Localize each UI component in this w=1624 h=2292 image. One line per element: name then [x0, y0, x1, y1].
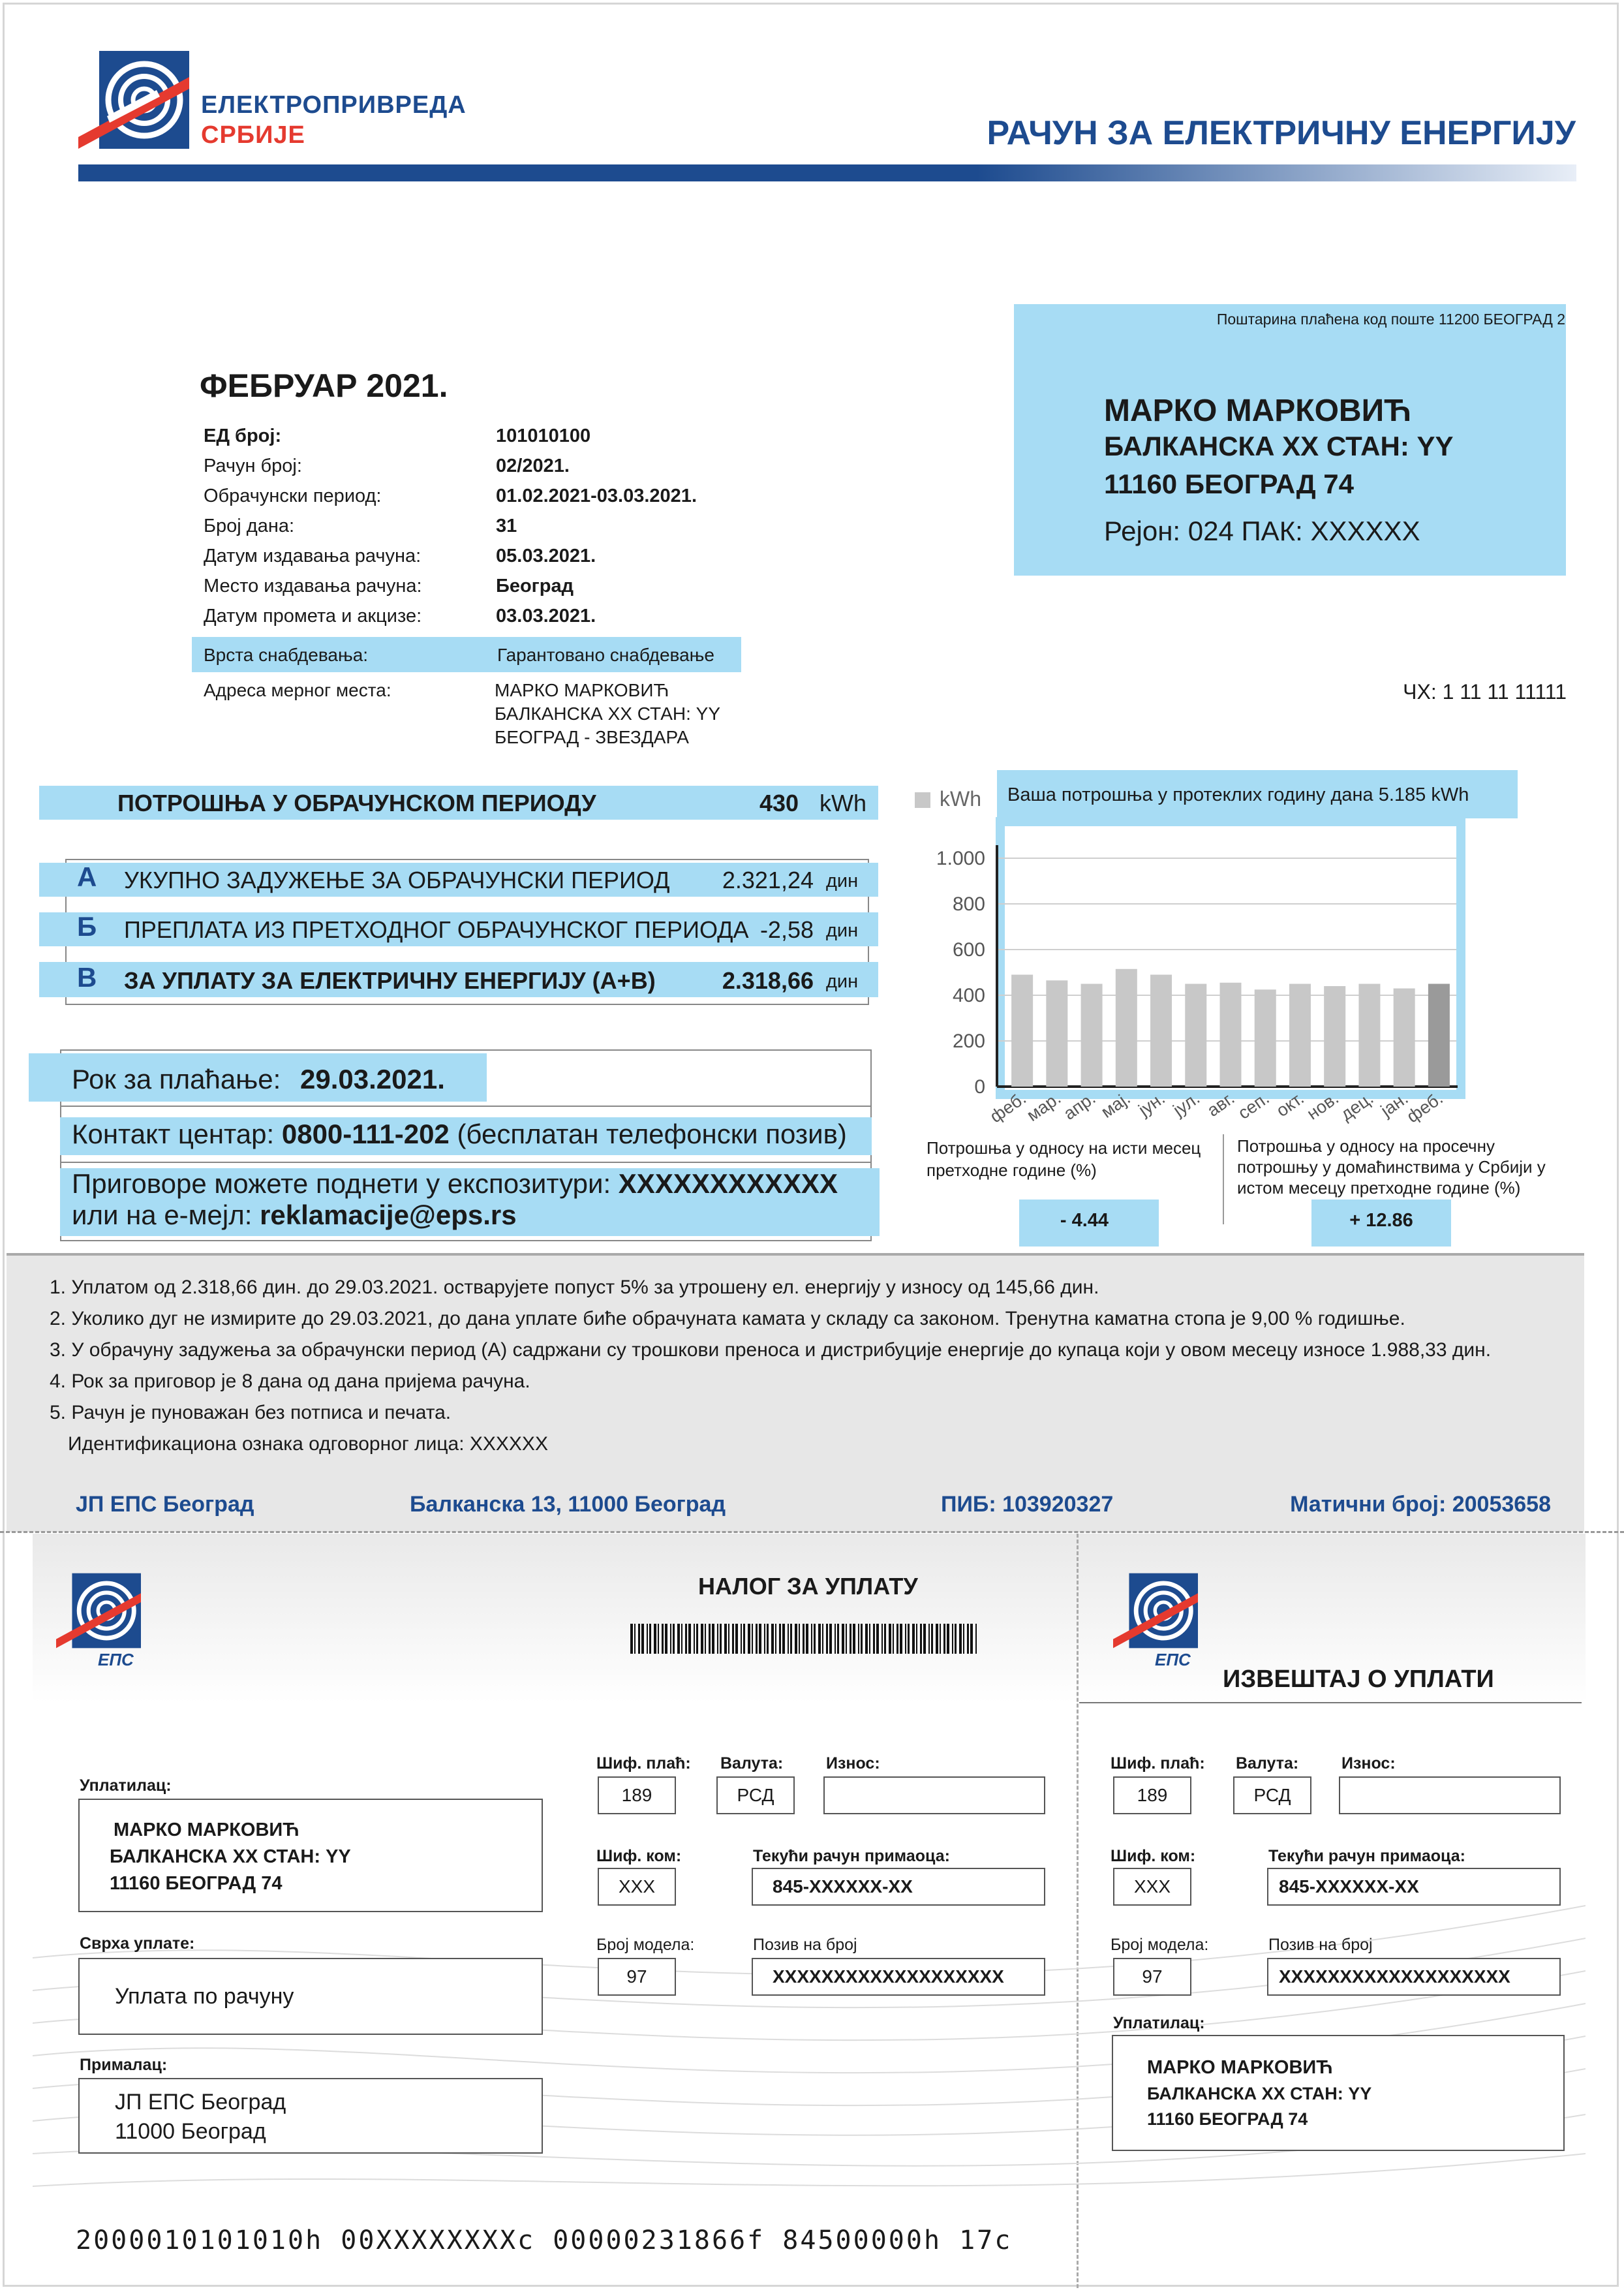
- payer-line3: 11160 БЕОГРАД 74: [1147, 2109, 1308, 2129]
- charge-amount: -2,58: [759, 916, 814, 943]
- payer-box[interactable]: [1112, 2035, 1565, 2151]
- barcode-bar: [826, 1624, 828, 1654]
- barcode-bar: [908, 1624, 910, 1654]
- purpose-value: Уплата по рачуну: [115, 1983, 294, 2009]
- barcode-bar: [779, 1624, 781, 1654]
- contact-line: [72, 1119, 847, 1150]
- detail-value: Београд: [496, 576, 574, 596]
- barcode-bar: [850, 1624, 851, 1654]
- barcode-bar: [670, 1624, 671, 1654]
- barcode-bar: [732, 1624, 734, 1654]
- barcode-bar: [654, 1624, 656, 1654]
- eps-logo-small: [1113, 1573, 1198, 1649]
- barcode-bar: [649, 1624, 651, 1654]
- comparison-divider: [1223, 1134, 1224, 1224]
- barcode-bar: [920, 1624, 922, 1654]
- divider: [60, 1162, 872, 1163]
- barcode-bar: [884, 1624, 886, 1654]
- barcode-bar: [775, 1624, 776, 1654]
- chart-bar: [1150, 975, 1172, 1087]
- postage-note: Поштарина плаћена код поште 11200 БЕОГРАД 2: [1216, 311, 1565, 328]
- barcode-bar: [724, 1624, 727, 1654]
- recipient-street: БАЛКАНСКА XX СТАН: YY: [1104, 431, 1454, 461]
- note-6: Идентификациона ознака одговорног лица: XXXXXX: [68, 1433, 548, 1455]
- barcode-bar: [835, 1624, 836, 1654]
- chart-x-tick-label: феб.: [1403, 1088, 1447, 1127]
- barcode-bar: [861, 1624, 863, 1654]
- meter-address-line1: МАРКО МАРКОВИЋ: [495, 680, 669, 700]
- barcode-bar: [931, 1624, 933, 1654]
- com-code-value: XXX: [618, 1876, 656, 1897]
- payment-code-value: 189: [1137, 1785, 1168, 1805]
- detail-label: Датум издавања рачуна:: [204, 546, 421, 566]
- chart-x-tick-label: јун.: [1135, 1088, 1169, 1120]
- currency-value: РСД: [737, 1785, 774, 1805]
- detail-value: 02/2021.: [496, 456, 570, 476]
- billing-period-title: ФЕБРУАР 2021.: [200, 367, 448, 404]
- chart-y-tick-label: 200: [952, 1030, 985, 1052]
- barcode-bar: [748, 1624, 750, 1654]
- barcode-bar: [869, 1624, 870, 1654]
- eps-logo-text: ЕПС: [98, 1650, 134, 1669]
- customer-number: ЧХ: 1 11 11 11111: [1403, 680, 1567, 704]
- charge-unit: дин: [826, 920, 859, 941]
- model-field[interactable]: [598, 1958, 676, 1996]
- payment-report-title: ИЗВЕШТАЈ О УПЛАТИ: [1223, 1665, 1494, 1693]
- barcode-bar: [782, 1624, 785, 1654]
- meter-address-line3: БЕОГРАД - ЗВЕЗДАРА: [495, 727, 689, 747]
- barcode-bar: [811, 1624, 812, 1654]
- barcode-bar: [665, 1624, 667, 1654]
- chart-x-tick-label: дец.: [1337, 1088, 1377, 1124]
- barcode-bar: [943, 1624, 945, 1654]
- chart-x-tick-label: јан.: [1377, 1088, 1412, 1121]
- barcode-bar: [889, 1624, 891, 1654]
- note-4: 4. Рок за приговор је 8 дана од дана пријема рачуна.: [50, 1371, 530, 1392]
- header-rule: [78, 164, 1576, 181]
- chart-y-tick-label: 1.000: [936, 848, 985, 869]
- barcode-bar: [829, 1624, 832, 1654]
- barcode-bar: [795, 1624, 797, 1654]
- barcode-bar: [756, 1624, 758, 1654]
- currency-field[interactable]: [716, 1776, 795, 1814]
- barcode-bar: [712, 1624, 714, 1654]
- account-value: 845-XXXXXX-XX: [1279, 1876, 1419, 1897]
- barcode-bar: [681, 1624, 682, 1654]
- consumption-value: 430: [759, 790, 799, 816]
- chart-y-tick-label: 400: [952, 985, 985, 1006]
- barcode-bar: [788, 1624, 789, 1654]
- chart-bar: [1394, 989, 1415, 1087]
- eps-logo-small: [56, 1573, 141, 1649]
- consumption-label: ПОТРОШЊА У ОБРАЧУНСКОМ ПЕРИОДУ: [117, 790, 596, 816]
- complaints-email-prefix: или на е-мејл:: [72, 1200, 260, 1230]
- payment-due-date: 29.03.2021.: [300, 1064, 445, 1094]
- page-title: РАЧУН ЗА ЕЛЕКТРИЧНУ ЕНЕРГИЈУ: [987, 114, 1576, 152]
- comparison-right-value: + 12.86: [1349, 1210, 1413, 1231]
- payment-due-label: Рок за плаћање:: [72, 1064, 281, 1094]
- chart-title: Ваша потрошња у протеклих годину дана 5.185 kWh: [1007, 784, 1469, 805]
- barcode-bar: [916, 1624, 917, 1654]
- barcode-bar: [701, 1624, 703, 1654]
- barcode-bar: [764, 1624, 765, 1654]
- company-name-line1: ЕЛЕКТРОПРИВРЕДА: [201, 91, 467, 119]
- barcode-bar: [837, 1624, 839, 1654]
- model-field[interactable]: [1113, 1958, 1191, 1996]
- chart-bar: [1185, 984, 1206, 1087]
- note-2: 2. Уколико дуг не измирите до 29.03.2021, до дана уплате биће обрачуната камата у складу са законом. Тренутна каматна стопа је 9,00 % годишње.: [50, 1308, 1405, 1329]
- recipient-region: Рејон: 024 ПАК: XXXXXX: [1104, 516, 1420, 546]
- detail-value: 31: [496, 516, 517, 536]
- reference-label: Позив на број: [753, 1936, 857, 1954]
- currency-label: Валута:: [1236, 1754, 1299, 1773]
- barcode-bar: [876, 1624, 879, 1654]
- chart-x-tick-label: феб.: [986, 1088, 1030, 1127]
- chart-x-tick-label: авг.: [1203, 1088, 1238, 1121]
- barcode-bar: [853, 1624, 855, 1654]
- detail-label: ЕД број:: [204, 426, 282, 446]
- charge-label: УКУПНО ЗАДУЖЕЊЕ ЗА ОБРАЧУНСКИ ПЕРИОД: [124, 867, 670, 893]
- charge-letter: В: [77, 962, 97, 993]
- chart-bar: [1428, 984, 1450, 1087]
- barcode-bar: [696, 1624, 698, 1654]
- charge-amount: 2.321,24: [722, 867, 814, 893]
- complaints-line2: [72, 1200, 517, 1231]
- detail-label: Датум промета и акцизе:: [204, 606, 422, 627]
- purpose-label: Сврха уплате:: [80, 1934, 195, 1953]
- com-code-value: XXX: [1133, 1876, 1171, 1897]
- barcode-bar: [630, 1624, 633, 1654]
- chart-x-tick-label: нов.: [1303, 1088, 1343, 1124]
- barcode-bar: [822, 1624, 823, 1654]
- barcode-bar: [936, 1624, 938, 1654]
- payment-code-label: Шиф. плаћ:: [596, 1754, 691, 1773]
- barcode-bar: [658, 1624, 659, 1654]
- chart-x-tick-label: окт.: [1272, 1088, 1308, 1121]
- detail-value: 101010100: [496, 426, 591, 446]
- chart-x-tick-label: јул.: [1169, 1088, 1204, 1121]
- detail-label: Број дана:: [204, 516, 295, 536]
- footer-mb: Матични број: 20053658: [1290, 1492, 1551, 1517]
- barcode-bar: [641, 1624, 644, 1654]
- payer-line1: МАРКО МАРКОВИЋ: [1147, 2057, 1333, 2078]
- barcode-bar: [720, 1624, 722, 1654]
- barcode-bar: [970, 1624, 973, 1654]
- barcode-bar: [799, 1624, 800, 1654]
- detail-label: Рачун број:: [204, 456, 302, 476]
- amount-label: Износ:: [1341, 1754, 1396, 1773]
- barcode-bar: [858, 1624, 859, 1654]
- chart-bar: [1358, 984, 1380, 1087]
- chart-x-tick-label: мар.: [1023, 1088, 1065, 1126]
- model-value: 97: [1142, 1966, 1163, 1987]
- charge-amount: 2.318,66: [722, 967, 814, 994]
- barcode-bar: [955, 1624, 957, 1654]
- barcode-bar: [814, 1624, 816, 1654]
- purpose-box[interactable]: [78, 1958, 543, 2035]
- barcode-bar: [893, 1624, 894, 1654]
- barcode-bar: [705, 1624, 706, 1654]
- barcode-bar: [928, 1624, 930, 1654]
- barcode-bar: [685, 1624, 687, 1654]
- payer-line2: БАЛКАНСКА XX СТАН: YY: [110, 1846, 351, 1867]
- account-field[interactable]: [752, 1868, 1045, 1906]
- model-label: Број модела:: [1111, 1936, 1209, 1954]
- chart-x-tick-label: сеп.: [1234, 1088, 1273, 1123]
- payment-code-value: 189: [621, 1785, 652, 1805]
- barcode-bar: [728, 1624, 729, 1654]
- chart-y-tick-label: 600: [952, 939, 985, 961]
- charge-label: ЗА УПЛАТУ ЗА ЕЛЕКТРИЧНУ ЕНЕРГИЈУ (А+В): [124, 967, 656, 994]
- tear-line: [0, 1531, 1624, 1533]
- payer-line2: БАЛКАНСКА XX СТАН: YY: [1147, 2084, 1372, 2103]
- charge-unit: дин: [826, 871, 859, 891]
- payer-line3: 11160 БЕОГРАД 74: [110, 1873, 283, 1894]
- chart-bar: [1219, 983, 1241, 1087]
- charge-unit: дин: [826, 971, 859, 992]
- barcode-bar: [647, 1624, 648, 1654]
- barcode: [630, 1624, 979, 1654]
- complaints-line1: [72, 1168, 838, 1200]
- barcode-bar: [673, 1624, 675, 1654]
- amount-field[interactable]: [823, 1776, 1045, 1814]
- barcode-bar: [818, 1624, 821, 1654]
- recipient-line2: 11000 Београд: [115, 2119, 266, 2144]
- barcode-bar: [959, 1624, 962, 1654]
- chart-bar: [1324, 986, 1345, 1087]
- reference-value: XXXXXXXXXXXXXXXXXXX: [1279, 1966, 1510, 1987]
- currency-value: РСД: [1253, 1785, 1291, 1805]
- meter-address-label: Адреса мерног места:: [204, 680, 391, 700]
- footer-pib: ПИБ: 103920327: [941, 1492, 1114, 1517]
- chart-unit-label: kWh: [940, 787, 981, 811]
- eps-logo: [78, 51, 189, 149]
- barcode-bar: [905, 1624, 906, 1654]
- com-code-field[interactable]: [598, 1868, 676, 1906]
- reference-label: Позив на број: [1268, 1936, 1373, 1954]
- company-name-line2: СРБИЈЕ: [201, 121, 305, 149]
- contact-prefix: Контакт центар:: [72, 1119, 282, 1149]
- barcode-bar: [865, 1624, 868, 1654]
- chart-bar: [1081, 984, 1103, 1087]
- payer-line1: МАРКО МАРКОВИЋ: [114, 1820, 299, 1840]
- footer-company: ЈП ЕПС Београд: [76, 1492, 254, 1517]
- note-1: 1. Уплатом од 2.318,66 дин. до 29.03.2021. остварујете попуст 5% за утрошену ел. енергију у износу од 145,66 дин.: [50, 1277, 1099, 1298]
- barcode-bar: [873, 1624, 875, 1654]
- chart-y-tick-label: 0: [974, 1076, 985, 1098]
- barcode-bar: [634, 1624, 636, 1654]
- detail-value: 01.02.2021-03.03.2021.: [496, 486, 697, 506]
- barcode-bar: [735, 1624, 738, 1654]
- account-label: Текући рачун примаоца:: [753, 1847, 950, 1865]
- contact-suffix: (бесплатан телефонски позив): [449, 1119, 847, 1149]
- supply-type-label: Врста снабдевања:: [204, 645, 369, 665]
- com-code-label: Шиф. ком:: [596, 1847, 682, 1865]
- payer-box[interactable]: [78, 1799, 543, 1912]
- chart-x-tick-label: апр.: [1060, 1088, 1099, 1124]
- chart-x-tick-label: мај.: [1097, 1088, 1134, 1122]
- note-5: 5. Рачун је пуноважан без потписа и печата.: [50, 1402, 452, 1423]
- barcode-bar: [677, 1624, 680, 1654]
- charge-letter: Б: [77, 911, 97, 942]
- barcode-bar: [912, 1624, 915, 1654]
- contact-phone[interactable]: 0800-111-202: [281, 1119, 450, 1149]
- recipient-label: Прималац:: [80, 2056, 168, 2074]
- chart-bar: [1289, 984, 1311, 1087]
- ocr-line: 2000010101010h 00XXXXXXXXc 000002318​66f 84500000h 17c: [76, 2225, 1013, 2255]
- payment-order-title: НАЛОГ ЗА УПЛАТУ: [698, 1573, 918, 1600]
- payment-code-label: Шиф. плаћ:: [1111, 1754, 1205, 1773]
- barcode-bar: [967, 1624, 969, 1654]
- note-3: 3. У обрачуну задужења за обрачунски период (А) садржани су трошкови преноса и дистрибуције енергије до купаца који у овом месецу износе 1.988,33 дин.: [50, 1339, 1492, 1361]
- comparison-left-value: - 4.44: [1060, 1210, 1109, 1231]
- complaints-prefix: Приговоре можете поднети у експозитури:: [72, 1168, 619, 1199]
- chart-legend-swatch: [915, 792, 930, 808]
- amount-label: Износ:: [826, 1754, 880, 1773]
- payment-code-field[interactable]: [1113, 1776, 1191, 1814]
- chart-bar: [1255, 989, 1276, 1087]
- chart-y-tick-label: 800: [952, 893, 985, 915]
- barcode-bar: [947, 1624, 949, 1654]
- barcode-bar: [896, 1624, 898, 1654]
- barcode-bar: [743, 1624, 745, 1654]
- reference-field[interactable]: [752, 1958, 1045, 1996]
- barcode-bar: [900, 1624, 902, 1654]
- account-label: Текући рачун примаоца:: [1268, 1847, 1465, 1865]
- charge-letter: А: [77, 861, 97, 892]
- chart-bar: [1046, 980, 1067, 1087]
- barcode-bar: [940, 1624, 941, 1654]
- chart-bar: [1011, 975, 1033, 1087]
- account-value: 845-XXXXXX-XX: [773, 1876, 913, 1897]
- comparison-left-label: Потрошња у односу на исти месец претходне године (%): [927, 1138, 1201, 1180]
- payer-label: Уплатилац:: [80, 1776, 172, 1795]
- charge-label: ПРЕПЛАТА ИЗ ПРЕТХОДНОГ ОБРАЧУНСКОГ ПЕРИОДА: [124, 916, 749, 943]
- barcode-bar: [846, 1624, 847, 1654]
- footer-address: Балканска 13, 11000 Београд: [410, 1492, 726, 1517]
- barcode-bar: [759, 1624, 761, 1654]
- divider: [60, 1106, 872, 1107]
- complaints-office: XXXXXXXXXXXX: [618, 1168, 838, 1199]
- barcode-bar: [638, 1624, 640, 1654]
- amount-field[interactable]: [1339, 1776, 1561, 1814]
- recipient-box[interactable]: [78, 2078, 543, 2154]
- barcode-bar: [709, 1624, 711, 1654]
- currency-label: Валута:: [720, 1754, 784, 1773]
- com-code-field[interactable]: [1113, 1868, 1191, 1906]
- recipient-line1: ЈП ЕПС Београд: [115, 2090, 286, 2114]
- consumption-chart: [913, 822, 1475, 1162]
- complaints-email[interactable]: reklamacije@eps.rs: [260, 1200, 517, 1230]
- reference-value: XXXXXXXXXXXXXXXXXXX: [773, 1966, 1004, 1987]
- barcode-bar: [975, 1624, 977, 1654]
- reference-field[interactable]: [1267, 1958, 1561, 1996]
- barcode-bar: [752, 1624, 753, 1654]
- consumption-unit: kWh: [820, 790, 866, 816]
- comparison-right-label: Потрошња у односу на просечну потрошњу у домаћинствима у Србији у истом месецу претходне године (%): [1237, 1136, 1546, 1198]
- detail-value: 05.03.2021.: [496, 546, 596, 566]
- detail-label: Место издавања рачуна:: [204, 576, 422, 596]
- barcode-bar: [881, 1624, 883, 1654]
- barcode-bar: [842, 1624, 844, 1654]
- barcode-bar: [806, 1624, 808, 1654]
- account-field[interactable]: [1267, 1868, 1561, 1906]
- barcode-bar: [923, 1624, 926, 1654]
- recipient-city: 11160 БЕОГРАД 74: [1104, 469, 1355, 499]
- barcode-bar: [717, 1624, 718, 1654]
- supply-type-value: Гарантовано снабдевање: [497, 645, 714, 665]
- payment-code-field[interactable]: [598, 1776, 676, 1814]
- chart-bar: [1116, 969, 1137, 1087]
- barcode-bar: [790, 1624, 792, 1654]
- model-label: Број модела:: [596, 1936, 695, 1954]
- barcode-bar: [963, 1624, 964, 1654]
- recipient-name: МАРКО МАРКОВИЋ: [1104, 394, 1412, 428]
- com-code-label: Шиф. ком:: [1111, 1847, 1196, 1865]
- currency-field[interactable]: [1233, 1776, 1311, 1814]
- barcode-bar: [803, 1624, 804, 1654]
- barcode-bar: [771, 1624, 774, 1654]
- barcode-bar: [767, 1624, 769, 1654]
- payer-label: Уплатилац:: [1113, 2014, 1205, 2032]
- barcode-bar: [694, 1624, 695, 1654]
- slip-header-rule: [1079, 1702, 1582, 1703]
- barcode-bar: [952, 1624, 953, 1654]
- eps-logo-text: ЕПС: [1155, 1650, 1191, 1669]
- barcode-bar: [662, 1624, 664, 1654]
- barcode-bar: [741, 1624, 742, 1654]
- barcode-bar: [688, 1624, 691, 1654]
- meter-address-line2: БАЛКАНСКА XX СТАН: YY: [495, 704, 721, 724]
- detail-value: 03.03.2021.: [496, 606, 596, 627]
- detail-label: Обрачунски период:: [204, 486, 382, 506]
- model-value: 97: [626, 1966, 647, 1987]
